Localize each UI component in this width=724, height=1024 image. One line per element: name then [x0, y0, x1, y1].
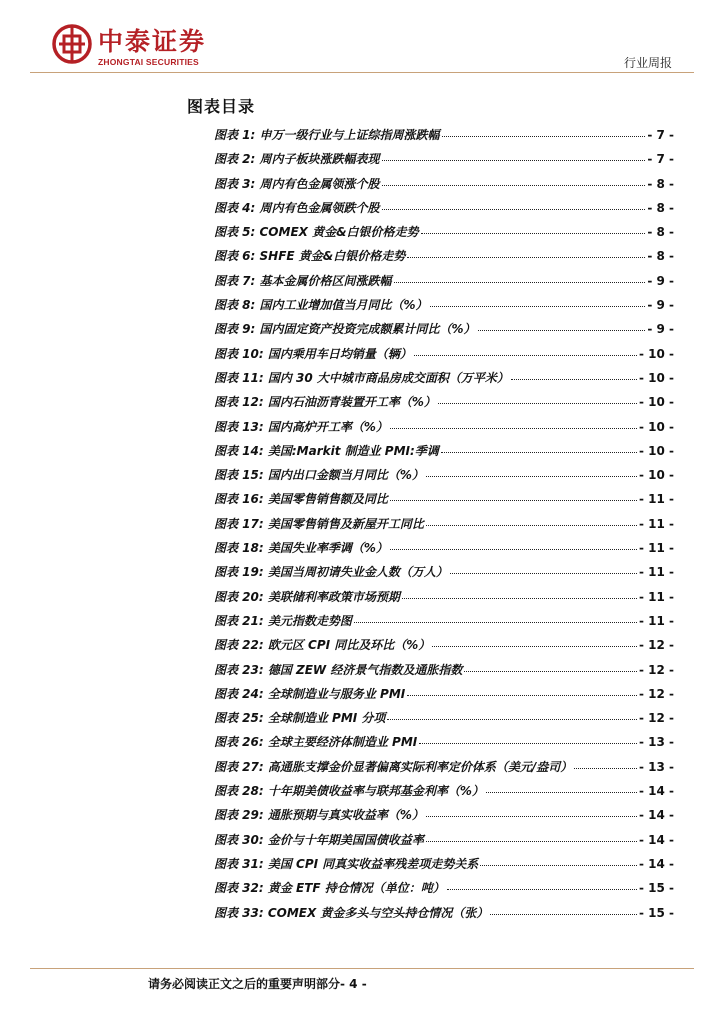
toc-dot-leader — [426, 524, 637, 526]
toc-entry-page: - 13 - — [638, 759, 674, 774]
toc-entry-page: - 11 - — [638, 516, 674, 531]
toc-entry-page: - 10 - — [638, 370, 674, 385]
toc-entry-label: 图表 9: 国内固定资产投资完成额累计同比（%） — [214, 322, 476, 337]
toc-entry-label: 图表 5: COMEX 黄金&白银价格走势 — [214, 225, 419, 240]
toc-dot-leader — [390, 427, 637, 429]
toc-entry-label: 图表 24: 全球制造业与服务业 PMI — [214, 686, 406, 701]
toc-entry-label: 图表 17: 美国零售销售及新屋开工同比 — [214, 516, 424, 531]
toc-entry-page: - 7 - — [647, 152, 674, 167]
toc-entry-label: 图表 11: 国内 30 大中城市商品房成交面积（万平米） — [214, 370, 509, 385]
toc-entry[interactable] — [214, 563, 674, 587]
toc-entry-label: 图表 14: 美国:Markit 制造业 PMI:季调 — [214, 443, 439, 458]
toc-entry-page: - 10 - — [638, 443, 674, 458]
toc-entry[interactable] — [214, 539, 674, 563]
toc-dot-leader — [354, 621, 637, 623]
toc-entry-label: 图表 25: 全球制造业 PMI 分项 — [214, 711, 386, 726]
toc-dot-leader — [394, 281, 646, 283]
toc-dot-leader — [382, 159, 646, 161]
toc-entry[interactable] — [214, 175, 674, 199]
toc-entry[interactable] — [214, 345, 674, 369]
toc-entry-label: 图表 30: 金价与十年期美国国债收益率 — [214, 832, 424, 847]
toc-entry[interactable] — [214, 199, 674, 223]
toc-entry-page: - 8 - — [647, 225, 674, 240]
toc-dot-leader — [478, 329, 646, 331]
toc-entry[interactable] — [214, 490, 674, 514]
toc-dot-leader — [490, 913, 637, 915]
toc-entry-label: 图表 19: 美国当周初请失业金人数（万人） — [214, 565, 448, 580]
toc-entry-label: 图表 8: 国内工业增加值当月同比（%） — [214, 298, 428, 313]
toc-entry-page: - 9 - — [647, 298, 674, 313]
toc-list — [214, 126, 674, 928]
toc-entry-page: - 9 - — [647, 273, 674, 288]
toc-entry[interactable] — [214, 296, 674, 320]
brand-name: 中泰证券 — [98, 27, 207, 56]
toc-entry[interactable] — [214, 320, 674, 344]
toc-dot-leader — [407, 256, 645, 258]
toc-title: 图表目录 — [187, 97, 256, 116]
toc-dot-leader — [426, 815, 637, 817]
toc-entry[interactable] — [214, 272, 674, 296]
toc-entry[interactable] — [214, 831, 674, 855]
brand-english-name: ZHONGTAI SECURITIES — [98, 57, 199, 67]
footer — [148, 975, 367, 992]
toc-dot-leader — [430, 305, 646, 307]
toc-entry-label: 图表 3: 周内有色金属领涨个股 — [214, 176, 380, 191]
toc-dot-leader — [574, 767, 637, 769]
toc-entry-label: 图表 20: 美联储利率政策市场预期 — [214, 589, 400, 604]
toc-dot-leader — [464, 670, 637, 672]
toc-dot-leader — [511, 378, 637, 380]
toc-dot-leader — [387, 718, 637, 720]
report-type: 行业周报 — [623, 56, 672, 70]
toc-dot-leader — [402, 597, 637, 599]
toc-dot-leader — [486, 791, 637, 793]
toc-entry[interactable] — [214, 126, 674, 150]
toc-entry-label: 图表 13: 国内高炉开工率（%） — [214, 419, 388, 434]
toc-entry[interactable] — [214, 612, 674, 636]
toc-entry-page: - 11 - — [638, 541, 674, 556]
toc-entry[interactable] — [214, 758, 674, 782]
toc-entry-page: - 12 - — [638, 662, 674, 677]
toc-entry-page: - 11 - — [638, 565, 674, 580]
toc-dot-leader — [407, 694, 637, 696]
toc-entry[interactable] — [214, 855, 674, 879]
toc-dot-leader — [432, 645, 637, 647]
toc-entry[interactable] — [214, 806, 674, 830]
toc-dot-leader — [426, 840, 637, 842]
toc-entry-page: - 11 - — [638, 492, 674, 507]
toc-entry-label: 图表 18: 美国失业率季调（%） — [214, 541, 388, 556]
footer-disclaimer: 请务必阅读正文之后的重要声明部分 — [148, 977, 341, 991]
toc-entry-page: - 14 - — [638, 832, 674, 847]
toc-entry-label: 图表 21: 美元指数走势图 — [214, 613, 352, 628]
toc-entry-page: - 12 - — [638, 686, 674, 701]
toc-entry[interactable] — [214, 904, 674, 928]
toc-entry-page: - 10 - — [638, 395, 674, 410]
toc-entry[interactable] — [214, 466, 674, 490]
toc-dot-leader — [382, 184, 646, 186]
toc-dot-leader — [390, 548, 637, 550]
toc-entry-label: 图表 7: 基本金属价格区间涨跌幅 — [214, 273, 392, 288]
toc-entry-label: 图表 27: 高通胀支撑金价显著偏离实际利率定价体系（美元/盎司） — [214, 759, 573, 774]
toc-entry-label: 图表 1: 申万一级行业与上证综指周涨跌幅 — [214, 128, 440, 142]
toc-entry[interactable] — [214, 661, 674, 685]
toc-dot-leader — [382, 208, 646, 210]
zhongtai-logo-icon — [52, 24, 92, 68]
toc-dot-leader — [390, 499, 637, 501]
toc-entry-label: 图表 10: 国内乘用车日均销量（辆） — [214, 346, 412, 361]
toc-entry[interactable] — [214, 636, 674, 660]
page-header — [0, 0, 724, 80]
toc-entry[interactable] — [214, 782, 674, 806]
toc-entry-page: - 12 - — [638, 638, 674, 653]
toc-entry-label: 图表 32: 黄金 ETF 持仓情况（单位：吨） — [214, 881, 445, 896]
toc-entry-page: - 13 - — [638, 735, 674, 750]
toc-dot-leader — [421, 232, 646, 234]
toc-entry[interactable] — [214, 442, 674, 466]
toc-entry-label: 图表 31: 美国 CPI 同真实收益率残差项走势关系 — [214, 856, 479, 871]
toc-entry-label: 图表 23: 德国 ZEW 经济景气指数及通胀指数 — [214, 662, 463, 677]
toc-dot-leader — [450, 572, 637, 574]
toc-entry-page: - 10 - — [638, 346, 674, 361]
toc-entry-label: 图表 15: 国内出口金额当月同比（%） — [214, 468, 424, 483]
toc-entry[interactable] — [214, 150, 674, 174]
toc-dot-leader — [438, 402, 637, 404]
toc-entry-label: 图表 4: 周内有色金属领跌个股 — [214, 200, 380, 215]
toc-entry-page: - 10 - — [638, 468, 674, 483]
toc-entry[interactable] — [214, 369, 674, 393]
toc-entry-page: - 9 - — [647, 322, 674, 337]
toc-entry-page: - 8 - — [647, 176, 674, 191]
toc-dot-leader — [426, 475, 637, 477]
toc-entry-page: - 14 - — [638, 808, 674, 823]
toc-entry[interactable] — [214, 733, 674, 757]
toc-entry[interactable] — [214, 685, 674, 709]
toc-dot-leader — [442, 135, 646, 137]
toc-entry-page: - 11 - — [638, 613, 674, 628]
toc-entry-page: - 12 - — [638, 711, 674, 726]
toc-entry-page: - 14 - — [638, 784, 674, 799]
toc-entry[interactable] — [214, 515, 674, 539]
toc-entry-label: 图表 26: 全球主要经济体制造业 PMI — [214, 735, 418, 750]
toc-dot-leader — [447, 888, 637, 890]
toc-entry-page: - 11 - — [638, 589, 674, 604]
toc-entry-page: - 8 - — [647, 249, 674, 264]
toc-entry[interactable] — [214, 879, 674, 903]
toc-entry-label: 图表 29: 通胀预期与真实收益率（%） — [214, 808, 424, 823]
toc-entry-label: 图表 16: 美国零售销售额及同比 — [214, 492, 388, 507]
toc-entry[interactable] — [214, 223, 674, 247]
toc-entry[interactable] — [214, 247, 674, 271]
toc-entry-page: - 15 - — [638, 881, 674, 896]
toc-entry-page: - 14 - — [638, 856, 674, 871]
toc-entry-label: 图表 2: 周内子板块涨跌幅表现 — [214, 152, 380, 167]
footer-divider — [30, 968, 694, 969]
brand-block — [98, 28, 206, 68]
toc-entry-label: 图表 12: 国内石油沥青装置开工率（%） — [214, 395, 436, 410]
toc-entry-label: 图表 6: SHFE 黄金&白银价格走势 — [214, 249, 406, 264]
toc-dot-leader — [419, 742, 637, 744]
toc-dot-leader — [480, 864, 637, 866]
toc-entry-label: 图表 28: 十年期美债收益率与联邦基金利率（%） — [214, 784, 484, 799]
toc-entry-label: 图表 33: COMEX 黄金多头与空头持仓情况（张） — [214, 905, 489, 920]
toc-entry-page: - 8 - — [647, 200, 674, 215]
toc-entry[interactable] — [214, 588, 674, 612]
toc-dot-leader — [414, 354, 637, 356]
header-divider — [30, 72, 694, 73]
footer-page-number: - 4 - — [340, 977, 367, 991]
toc-entry[interactable] — [214, 393, 674, 417]
toc-entry-page: - 10 - — [638, 419, 674, 434]
toc-entry[interactable] — [214, 418, 674, 442]
toc-entry-label: 图表 22: 欧元区 CPI 同比及环比（%） — [214, 638, 431, 653]
toc-entry[interactable] — [214, 709, 674, 733]
toc-dot-leader — [441, 451, 637, 453]
toc-entry-page: - 15 - — [638, 905, 674, 920]
toc-entry-page: - 7 - — [647, 128, 674, 142]
